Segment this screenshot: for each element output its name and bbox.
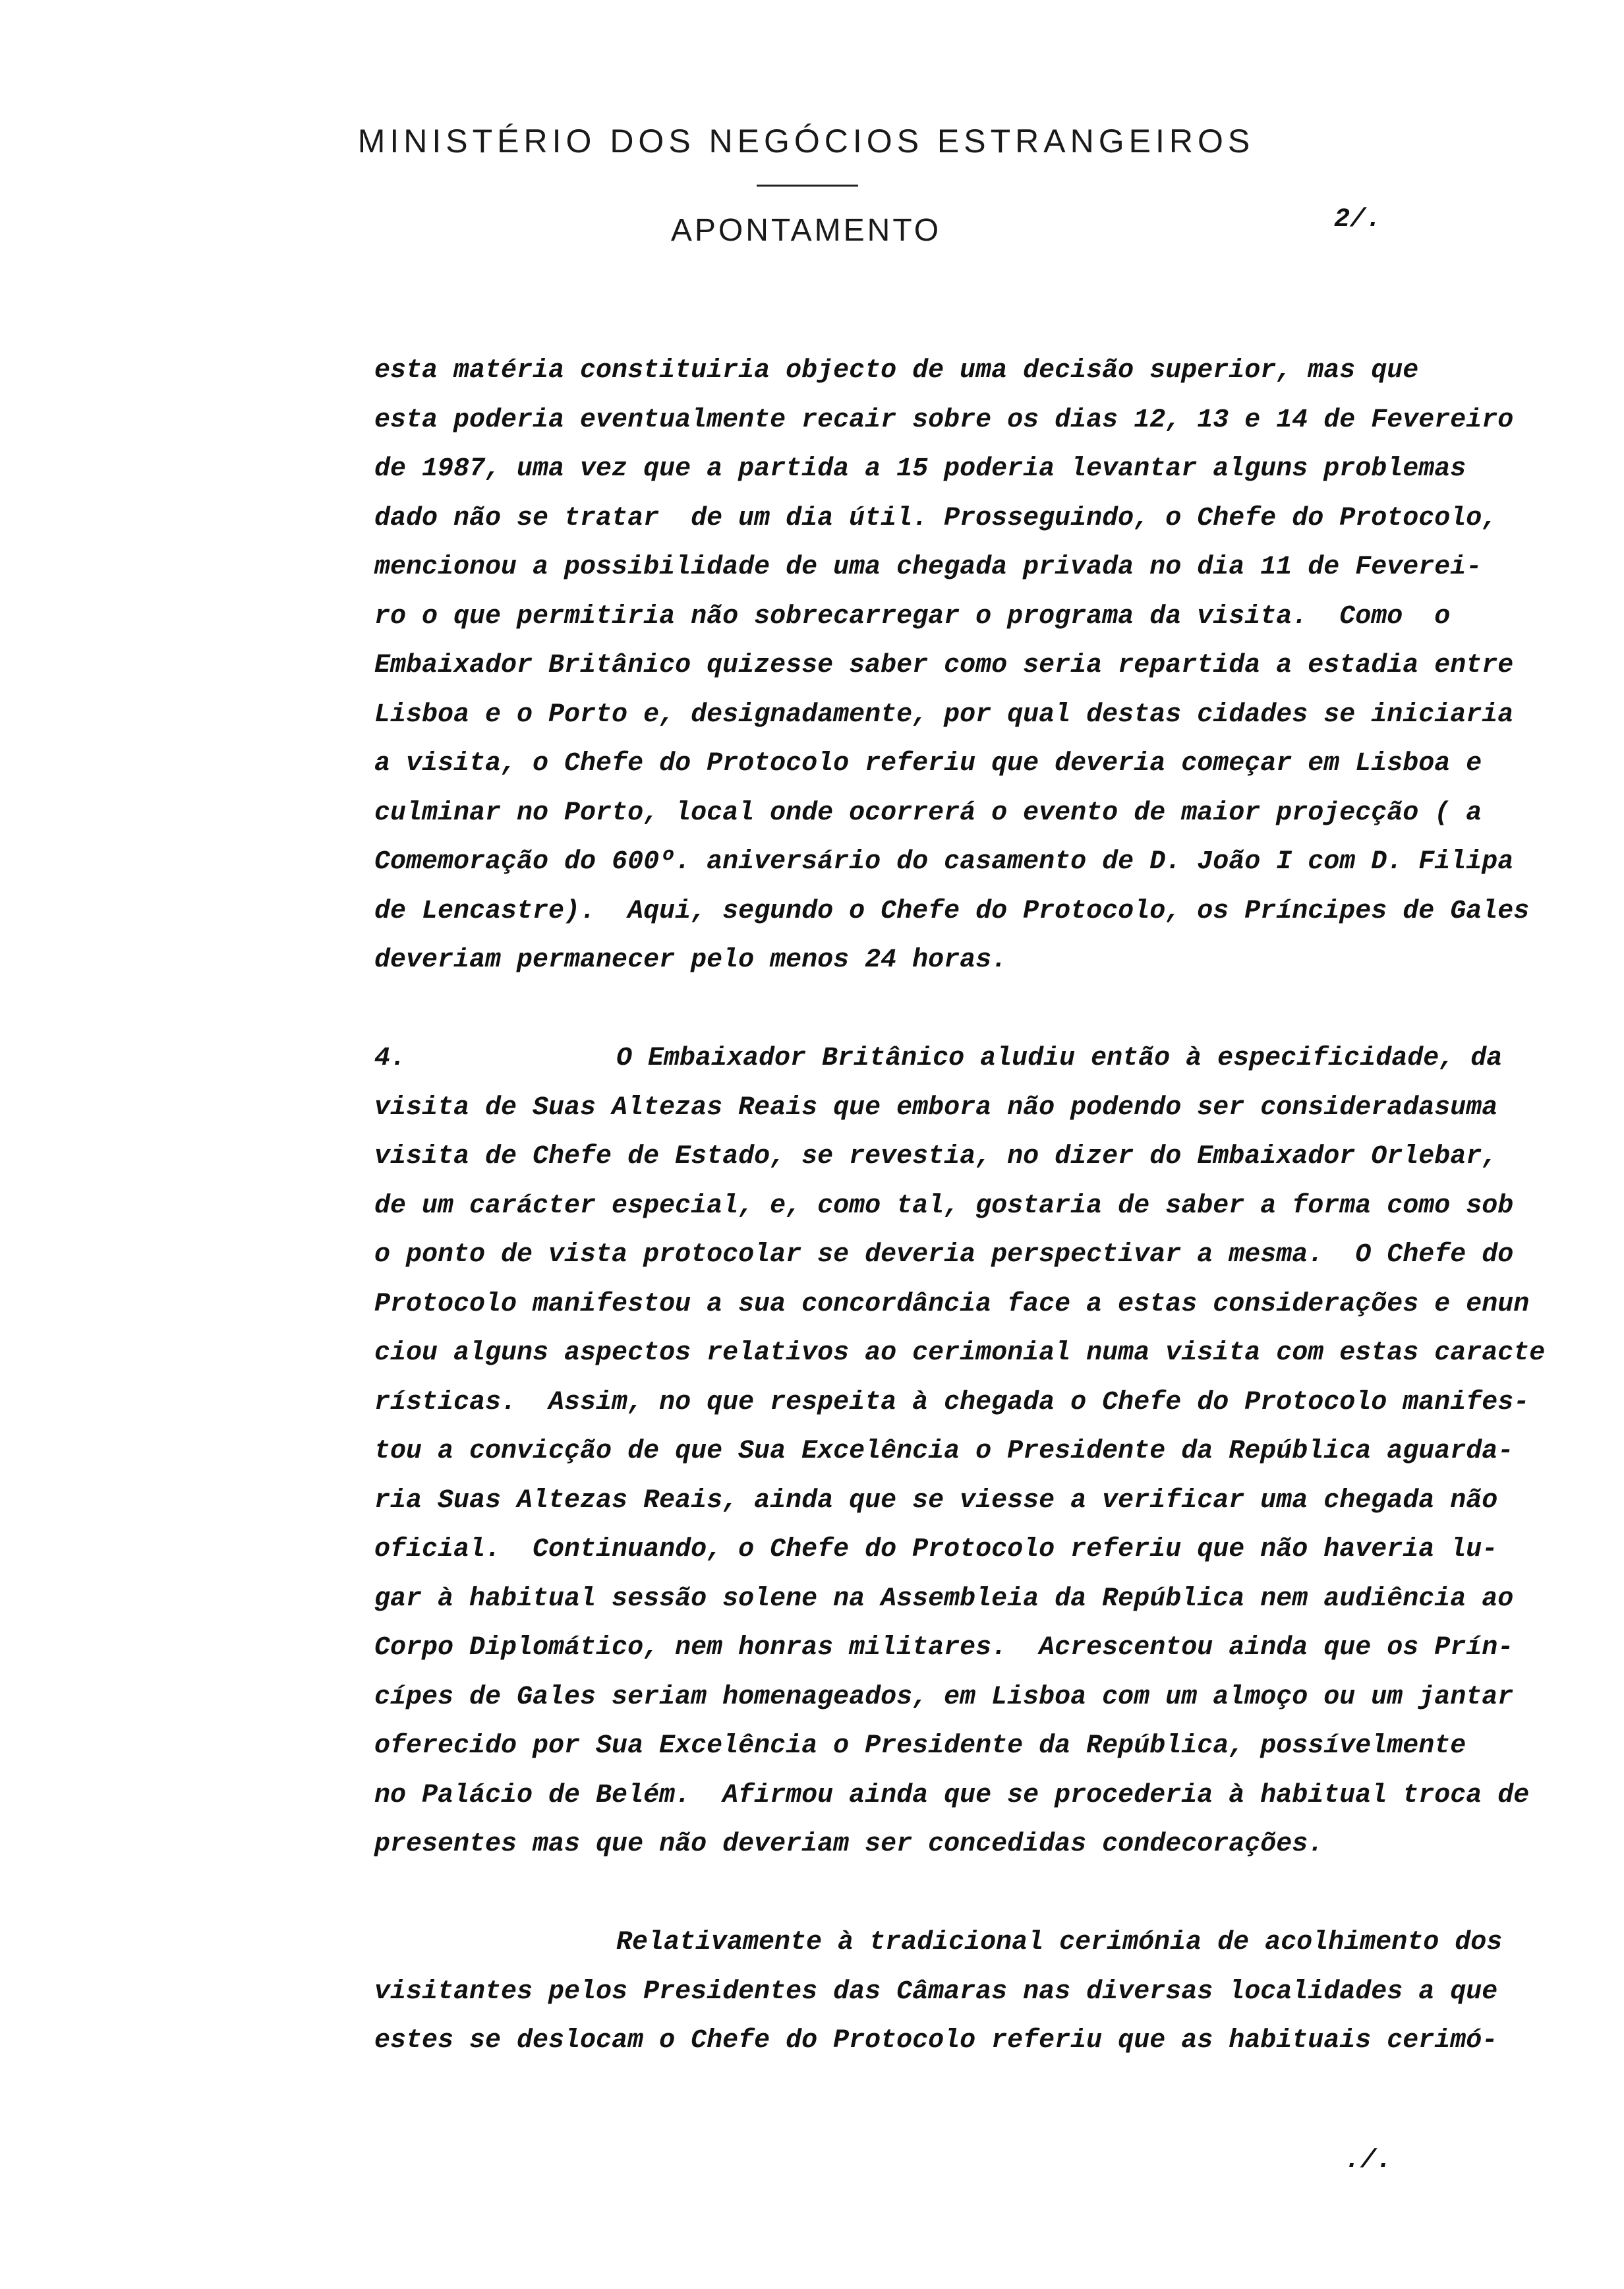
paragraph-line: visita de Suas Altezas Reais que embora não podendo ser consideradasuma <box>374 1092 1498 1123</box>
paragraph-line: Corpo Diplomático, nem honras militares. Acrescentou ainda que os Prín- <box>374 1633 1514 1663</box>
paragraph-line: ciou alguns aspectos relativos ao cerimonial numa visita com estas caracte <box>374 1338 1546 1368</box>
paragraph-line: gar à habitual sessão solene na Assembleia da República nem audiência ao <box>374 1584 1514 1614</box>
paragraph-line: ria Suas Altezas Reais, ainda que se viesse a verificar uma chegada não <box>374 1485 1498 1516</box>
paragraph-line: culminar no Porto, local onde ocorrerá o evento de maior projecção ( a <box>374 798 1482 828</box>
paragraph-line: no Palácio de Belém. Afirmou ainda que se procederia à habitual troca de <box>374 1780 1530 1810</box>
paragraph-line: mencionou a possibilidade de uma chegada privada no dia 11 de Feverei- <box>374 552 1482 582</box>
paragraph-line: Lisboa e o Porto e, designadamente, por qual destas cidades se iniciaria <box>374 699 1514 730</box>
paragraph-line: Protocolo manifestou a sua concordância face a estas considerações e enun <box>374 1289 1530 1319</box>
paragraph-line: visita de Chefe de Estado, se revestia, no dizer do Embaixador Orlebar, <box>374 1142 1498 1172</box>
paragraph-number: 4. <box>374 1044 407 1073</box>
paragraph-line: de um carácter especial, e, como tal, gostaria de saber a forma como sob <box>374 1191 1514 1221</box>
paragraph-line: tou a convicção de que Sua Excelência o Presidente da República aguarda- <box>374 1437 1514 1466</box>
paragraph-line: deveriam permanecer pelo menos 24 horas. <box>374 945 1008 975</box>
ministry-heading: MINISTÉRIO DOS NEGÓCIOS ESTRANGEIROS <box>357 123 1255 160</box>
document-type-heading: APONTAMENTO <box>670 213 942 248</box>
paragraph-line: Comemoração do 600º. aniversário do casamento de D. João I com D. Filipa <box>374 847 1514 877</box>
paragraph-line: oficial. Continuando, o Chefe do Protocolo referiu que não haveria lu- <box>374 1535 1498 1564</box>
paragraph-first-line <box>374 1034 1600 1084</box>
paragraph-line: Embaixador Britânico quizesse saber como seria repartida a estadia entre <box>374 651 1514 680</box>
paragraph-line: a visita, o Chefe do Protocolo referiu que deveria começar em Lisboa e <box>374 749 1482 779</box>
paragraph-line: dado não se tratar de um dia útil. Prosseguindo, o Chefe do Protocolo, <box>374 503 1498 533</box>
paragraph-line: visitantes pelos Presidentes das Câmaras nas diversas localidades a que <box>374 1977 1498 2007</box>
paragraph-line: O Embaixador Britânico aludiu então à especificidade, da <box>616 1044 1503 1073</box>
paragraph-line: o ponto de vista protocolar se deveria perspectivar a mesma. O Chefe do <box>374 1240 1514 1270</box>
page-number: 2/. <box>1334 205 1382 235</box>
paragraph <box>374 1918 1600 2066</box>
continuation-mark: ./. <box>1345 2146 1393 2176</box>
document-body <box>374 347 1600 2066</box>
paragraph-line: ro o que permitiria não sobrecarregar o programa da visita. Como o <box>374 601 1451 632</box>
paragraph-line: estes se deslocam o Chefe do Protocolo referiu que as habituais cerimó- <box>374 2026 1498 2056</box>
paragraph-line: esta matéria constituiria objecto de uma decisão superior, mas que <box>374 356 1419 386</box>
paragraph-line: rísticas. Assim, no que respeita à chegada o Chefe do Protocolo manifes- <box>374 1387 1530 1417</box>
header-divider <box>757 185 858 187</box>
paragraph-line: esta poderia eventualmente recair sobre os dias 12, 13 e 14 de Fevereiro <box>374 405 1514 435</box>
paragraph-line: Relativamente à tradicional cerimónia de acolhimento dos <box>616 1928 1503 1957</box>
paragraph <box>374 347 1600 986</box>
paragraph-line: oferecido por Sua Excelência o Presidente da República, possívelmente <box>374 1731 1466 1761</box>
paragraph-line: de Lencastre). Aqui, segundo o Chefe do Protocolo, os Príncipes de Gales <box>374 896 1530 926</box>
numbered-paragraph <box>374 1034 1600 1870</box>
paragraph-line: de 1987, uma vez que a partida a 15 poderia levantar alguns problemas <box>374 454 1466 484</box>
paragraph-line: presentes mas que não deveriam ser concedidas condecorações. <box>374 1829 1324 1859</box>
paragraph-line: cípes de Gales seriam homenageados, em Lisboa com um almoço ou um jantar <box>374 1682 1514 1712</box>
